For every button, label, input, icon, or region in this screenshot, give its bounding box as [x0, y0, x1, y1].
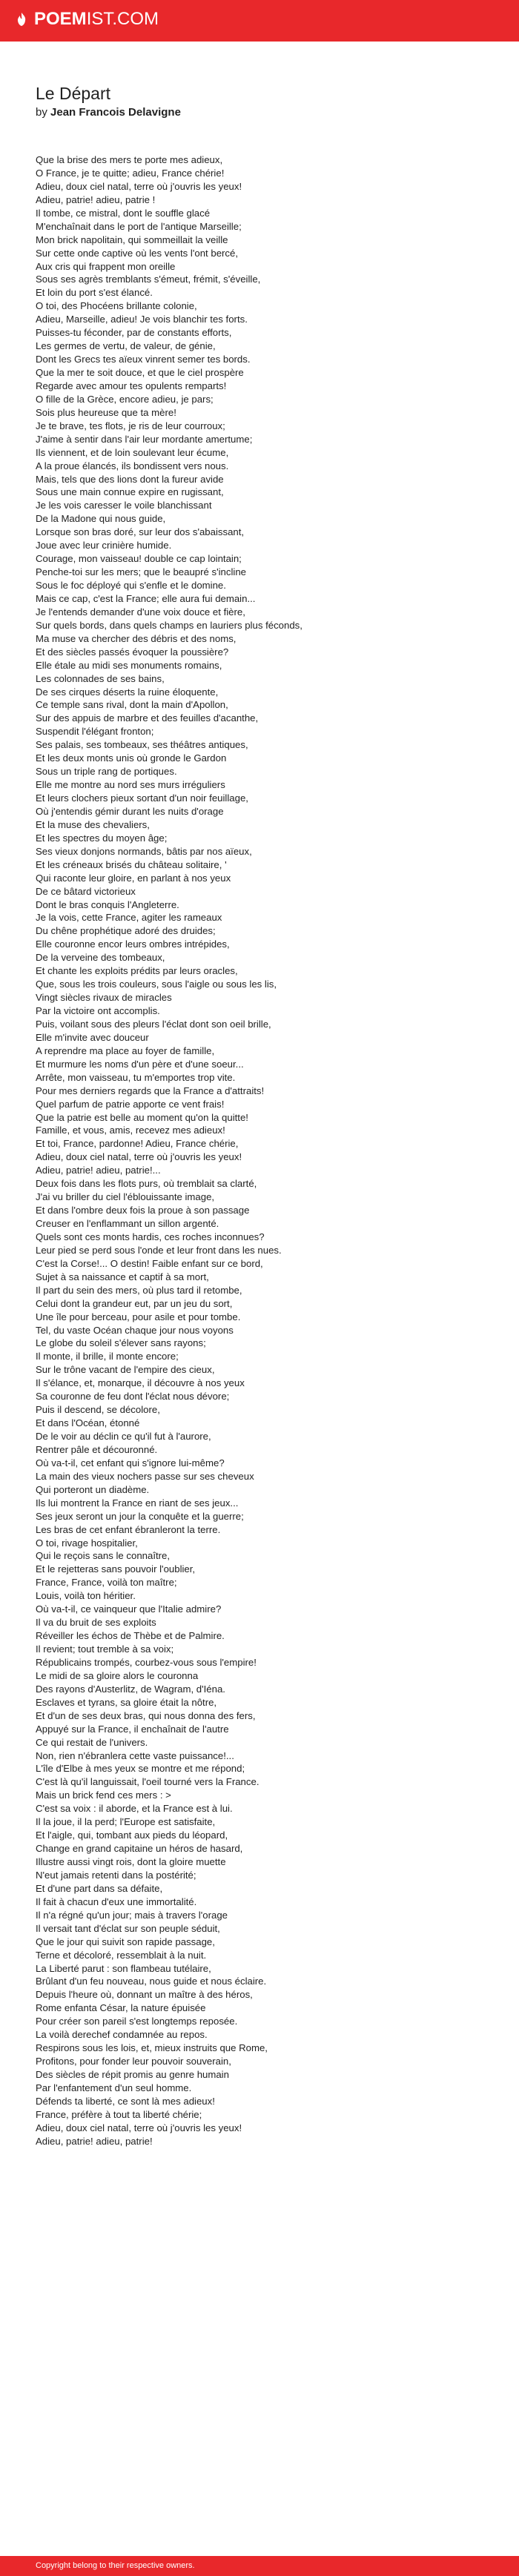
byline-prefix: by	[36, 106, 47, 119]
poem-line: Réveiller les échos de Thèbe et de Palmire.	[36, 1630, 225, 1642]
poem-line: M'enchaînait dans le port de l'antique Marseille;	[36, 220, 242, 232]
poem-line: O France, je te quitte; adieu, France chérie!	[36, 167, 225, 179]
poem-line: France, préfère à tout ta liberté chérie;	[36, 2108, 202, 2120]
poem-line: Défends ta liberté, ce sont là mes adieux!	[36, 2095, 215, 2107]
poem-line: Où j'entendis gémir durant les nuits d'orage	[36, 805, 224, 817]
poem-line: Sur cette onde captive où les vents l'ont bercé,	[36, 247, 239, 259]
poem-line: Sur le trône vacant de l'empire des cieux,	[36, 1364, 215, 1376]
poem-line: Sujet à sa naissance et captif à sa mort,	[36, 1271, 209, 1282]
poem-line: Ce temple sans rival, dont la main d'Apollon,	[36, 699, 228, 711]
poem-line: La Liberté parut : son flambeau tutélaire,	[36, 1962, 211, 1974]
poem-line: Et les deux monts unis où gronde le Gardon	[36, 752, 227, 764]
poem-line: Les bras de cet enfant ébranleront la terre.	[36, 1523, 221, 1535]
poem-line: Ses jeux seront un jour la conquête et la guerre;	[36, 1510, 244, 1522]
poem-line: Mais, tels que des lions dont la fureur avide	[36, 473, 224, 485]
poem-line: Des siècles de répit promis au genre humain	[36, 2069, 229, 2080]
poem-line: Il tombe, ce mistral, dont le souffle glacé	[36, 207, 211, 219]
poem-line: Et dans l'ombre deux fois la proue à son passage	[36, 1205, 250, 1216]
poem-line: Que la patrie est belle au moment qu'on la quitte!	[36, 1111, 248, 1123]
poem-line: O toi, des Phocéens brillante colonie,	[36, 300, 197, 312]
poem-line: Il la joue, il la perd; l'Europe est satisfaite,	[36, 1816, 216, 1828]
poem-line: Le midi de sa gloire alors le couronna	[36, 1669, 199, 1681]
poem-line: Dont le bras conquis l'Angleterre.	[36, 898, 179, 910]
poem-body	[36, 153, 495, 2148]
poem-line: De la verveine des tombeaux,	[36, 952, 165, 964]
poem-line: Aux cris qui frappent mon oreille	[36, 260, 176, 272]
poem-line: Il s'élance, et, monarque, il découvre à nos yeux	[36, 1377, 245, 1389]
poem-line: Qui porteront un diadème.	[36, 1483, 150, 1495]
poem-line: Il revient; tout tremble à sa voix;	[36, 1643, 174, 1655]
poem-line: A la proue élancés, ils bondissent vers nous.	[36, 460, 229, 471]
poem-line: Sur des appuis de marbre et des feuilles d'acanthe,	[36, 712, 259, 724]
poem-line: Puis, voilant sous des pleurs l'éclat dont son oeil brille,	[36, 1018, 271, 1030]
poem-line: Il va du bruit de ses exploits	[36, 1617, 156, 1629]
poem-line: Adieu, patrie! adieu, patrie!...	[36, 1165, 161, 1176]
poem-line: Du chêne prophétique adoré des druides;	[36, 925, 216, 937]
poem-line: Elle étale au midi ses monuments romains,	[36, 659, 222, 671]
poem-line: Et les spectres du moyen âge;	[36, 832, 168, 844]
poem-line: Profitons, pour fonder leur pouvoir souverain,	[36, 2056, 231, 2067]
poem-line: Où va-t-il, ce vainqueur que l'Italie admire?	[36, 1603, 222, 1615]
poem-line: Et loin du port s'est élancé.	[36, 287, 153, 299]
poem-title: Le Départ	[36, 84, 111, 103]
poem-line: Adieu, Marseille, adieu! Je vois blanchir tes forts.	[36, 314, 248, 325]
poem-line: Famille, et vous, amis, recevez mes adieux!	[36, 1125, 225, 1136]
poem-line: La main des vieux nochers passe sur ses cheveux	[36, 1470, 254, 1482]
poem-content	[36, 83, 495, 2148]
poem-line: Lorsque son bras doré, sur leur dos s'abaissant,	[36, 526, 245, 538]
poem-line: Tel, du vaste Océan chaque jour nous voyons	[36, 1324, 234, 1336]
poem-line: Sur quels bords, dans quels champs en lauriers plus féconds,	[36, 619, 303, 631]
poem-line: Respirons sous les lois, et, mieux instruits que Rome,	[36, 2042, 268, 2054]
poem-line: Ils viennent, et de loin soulevant leur écume,	[36, 446, 229, 458]
poem-line: Ses vieux donjons normands, bâtis par nos aïeux,	[36, 845, 252, 857]
poem-line: Il part du sein des mers, où plus tard il retombe,	[36, 1284, 242, 1296]
poem-line: C'est sa voix : il aborde, et la France est à lui.	[36, 1803, 233, 1815]
poem-line: Que, sous les trois couleurs, sous l'aigle ou sous les lis,	[36, 979, 277, 990]
poem-line: Brûlant d'un feu nouveau, nous guide et nous éclaire.	[36, 1976, 267, 1987]
logo-text-light: IST.COM	[86, 9, 159, 29]
poem-line: Adieu, doux ciel natal, terre où j'ouvris les yeux!	[36, 2122, 242, 2133]
poem-line: Une île pour berceau, pour asile et pour tombe.	[36, 1311, 241, 1322]
poem-line: Deux fois dans les flots purs, où tremblait sa clarté,	[36, 1178, 257, 1190]
poem-line: Ses palais, ses tombeaux, ses théâtres antiques,	[36, 739, 248, 751]
poem-line: Des rayons d'Austerlitz, de Wagram, d'Iéna.	[36, 1683, 225, 1695]
poem-line: Que le jour qui suivit son rapide passage,	[36, 1936, 215, 1947]
poem-line: Qui le reçois sans le connaître,	[36, 1550, 171, 1562]
poem-line: Je les vois caresser le voile blanchissant	[36, 500, 212, 511]
poem-line: Sa couronne de feu dont l'éclat nous dévore;	[36, 1391, 230, 1403]
poem-line: Il monte, il brille, il monte encore;	[36, 1351, 179, 1363]
poem-line: Et d'un de ses deux bras, qui nous donna des fers,	[36, 1709, 256, 1721]
poem-line: J'aime à sentir dans l'air leur mordante amertume;	[36, 433, 253, 445]
poem-line: Celui dont la grandeur eut, par un jeu du sort,	[36, 1297, 233, 1309]
poem-line: Sous ses agrès tremblants s'émeut, frémit, s'éveille,	[36, 274, 261, 285]
poem-line: Non, rien n'ébranlera cette vaste puissance!...	[36, 1749, 234, 1761]
poem-line: Regarde avec amour tes opulents remparts!	[36, 380, 227, 391]
flame-logo-icon	[13, 11, 30, 27]
byline	[36, 105, 495, 120]
poem-line: Et toi, France, pardonne! Adieu, France chérie,	[36, 1138, 239, 1150]
poem-line: Mais un brick fend ces mers : >	[36, 1789, 171, 1801]
poem-line: Sous le foc déployé qui s'enfle et le domine.	[36, 580, 226, 591]
poem-line: Par la victoire ont accomplis.	[36, 1005, 160, 1016]
poem-line: Arrête, mon vaisseau, tu m'emportes trop vite.	[36, 1071, 236, 1083]
poem-line: Penche-toi sur les mers; que le beaupré s'incline	[36, 566, 247, 578]
site-footer	[0, 2556, 519, 2576]
poem-line: Rome enfanta César, la nature épuisée	[36, 2002, 206, 2014]
poem-line: C'est la Corse!... O destin! Faible enfant sur ce bord,	[36, 1257, 263, 1269]
poem-line: N'eut jamais retenti dans la postérité;	[36, 1869, 196, 1881]
poem-line: Ma muse va chercher des débris et des noms,	[36, 632, 237, 644]
poem-line: Mais ce cap, c'est la France; elle aura fui demain...	[36, 592, 256, 604]
poem-line: France, France, voilà ton maître;	[36, 1577, 177, 1589]
poem-line: Elle me montre au nord ses murs irréguliers	[36, 779, 225, 791]
poem-line: Il versait tant d'éclat sur son peuple séduit,	[36, 1922, 220, 1934]
poem-line: Ils lui montrent la France en riant de ses jeux...	[36, 1497, 239, 1509]
poem-line: Je la vois, cette France, agiter les rameaux	[36, 912, 222, 924]
poem-line: Elle m'invite avec douceur	[36, 1031, 149, 1043]
poem-line: Vingt siècles rivaux de miracles	[36, 992, 172, 1004]
poem-line: Qui raconte leur gloire, en parlant à nos yeux	[36, 872, 231, 884]
poem-line: Puis il descend, se décolore,	[36, 1404, 160, 1416]
poem-line: De la Madone qui nous guide,	[36, 513, 166, 525]
poem-line: C'est là qu'il languissait, l'oeil tourné vers la France.	[36, 1776, 260, 1788]
logo-text-bold: POEM	[34, 9, 87, 29]
poem-line: Et la muse des chevaliers,	[36, 818, 150, 830]
poem-line: Appuyé sur la France, il enchaînait de l'autre	[36, 1723, 229, 1735]
poem-line: Et l'aigle, qui, tombant aux pieds du léopard,	[36, 1830, 228, 1841]
poem-line: Change en grand capitaine un héros de hasard,	[36, 1843, 243, 1855]
author-link[interactable]: Jean Francois Delavigne	[50, 106, 181, 119]
poem-line: Et les créneaux brisés du château solitaire, '	[36, 858, 227, 870]
poem-line: Et murmure les noms d'un père et d'une soeur...	[36, 1058, 244, 1070]
poem-line: Les colonnades de ses bains,	[36, 672, 165, 684]
poem-line: L'île d'Elbe à mes yeux se montre et me répond;	[36, 1763, 245, 1775]
poem-line: Pour mes derniers regards que la France a d'attraits!	[36, 1085, 265, 1096]
poem-line: Il n'a régné qu'un jour; mais à travers l'orage	[36, 1909, 228, 1921]
poem-line: Rentrer pâle et découronné.	[36, 1443, 158, 1455]
poem-line: Sous un triple rang de portiques.	[36, 766, 177, 778]
poem-line: De ses cirques déserts la ruine éloquente,	[36, 686, 219, 698]
poem-line: Adieu, patrie! adieu, patrie !	[36, 193, 156, 205]
poem-line: Courage, mon vaisseau! double ce cap lointain;	[36, 553, 242, 565]
poem-line: Suspendit l'élégant fronton;	[36, 726, 154, 738]
poem-line: Et d'une part dans sa défaite,	[36, 1882, 163, 1894]
poem-line: Joue avec leur crinière humide.	[36, 540, 172, 552]
poem-line: Et le rejetteras sans pouvoir l'oublier,	[36, 1563, 196, 1575]
poem-line: Sous une main connue expire en rugissant,	[36, 486, 224, 498]
poem-line: Je l'entends demander d'une voix douce et fière,	[36, 606, 245, 617]
poem-line: Esclaves et tyrans, sa gloire était la nôtre,	[36, 1696, 217, 1708]
poem-line: Depuis l'heure où, donnant un maître à des héros,	[36, 1989, 253, 2001]
poem-line: Par l'enfantement d'un seul homme.	[36, 2082, 192, 2093]
poem-line: Adieu, doux ciel natal, terre où j'ouvris les yeux!	[36, 1151, 242, 1163]
poem-line: O fille de la Grèce, encore adieu, je pars;	[36, 393, 214, 405]
poem-line: Mon brick napolitain, qui sommeillait la veille	[36, 234, 228, 245]
poem-line: J'ai vu briller du ciel l'éblouissante image,	[36, 1191, 215, 1203]
poem-line: Sois plus heureuse que ta mère!	[36, 406, 176, 418]
copyright-text: Copyright belong to their respective owners.	[36, 2561, 195, 2570]
poem-line: Que la mer te soit douce, et que le ciel prospère	[36, 367, 244, 378]
poem-line: Elle couronne encor leurs ombres intrépides,	[36, 938, 230, 950]
poem-line: Adieu, patrie! adieu, patrie!	[36, 2135, 153, 2147]
poem-line: Et chante les exploits prédits par leurs oracles,	[36, 965, 238, 977]
poem-line: Terne et décoloré, ressemblait à la nuit.	[36, 1949, 207, 1961]
poem-line: De le voir au déclin ce qu'il fut à l'aurore,	[36, 1431, 211, 1442]
poem-line: Leur pied se perd sous l'onde et leur front dans les nues.	[36, 1244, 282, 1256]
poem-line: Et des siècles passés évoquer la poussière?	[36, 646, 229, 658]
poem-line: Ce qui restait de l'univers.	[36, 1736, 148, 1748]
site-header	[0, 0, 519, 42]
poem-line: Puisses-tu féconder, par de constants efforts,	[36, 327, 232, 339]
poem-line: La voilà derechef condamnée au repos.	[36, 2029, 208, 2041]
poem-line: Dont les Grecs tes aïeux vinrent semer tes bords.	[36, 354, 251, 365]
poem-line: Adieu, doux ciel natal, terre où j'ouvris les yeux!	[36, 180, 242, 192]
poem-line: Les germes de vertu, de valeur, de génie,	[36, 340, 216, 352]
site-logo[interactable]	[13, 9, 159, 30]
poem-line: Républicains trompés, courbez-vous sous l'empire!	[36, 1656, 257, 1668]
poem-line: Louis, voilà ton héritier.	[36, 1590, 136, 1602]
poem-line: Il fait à chacun d'eux une immortalité.	[36, 1895, 197, 1907]
poem-line: De ce bâtard victorieux	[36, 885, 136, 897]
poem-line: Et dans l'Océan, étonné	[36, 1417, 140, 1429]
poem-line: Pour créer son pareil s'est longtemps reposée.	[36, 2016, 238, 2027]
poem-line: Je te brave, tes flots, je ris de leur courroux;	[36, 420, 225, 431]
poem-line: Quels sont ces monts hardis, ces roches inconnues?	[36, 1231, 265, 1242]
poem-line: Que la brise des mers te porte mes adieux,	[36, 154, 223, 165]
poem-line: Où va-t-il, cet enfant qui s'ignore lui-même?	[36, 1457, 225, 1469]
poem-line: Quel parfum de patrie apporte ce vent frais!	[36, 1098, 225, 1110]
poem-line: Le globe du soleil s'élever sans rayons;	[36, 1337, 206, 1349]
poem-line: Illustre aussi vingt rois, dont la gloire muette	[36, 1856, 226, 1867]
poem-line: A reprendre ma place au foyer de famille,	[36, 1044, 215, 1056]
poem-line: O toi, rivage hospitalier,	[36, 1537, 138, 1549]
poem-line: Creuser en l'enflammant un sillon argenté.	[36, 1218, 219, 1229]
poem-line: Et leurs clochers pieux sortant d'un noir feuillage,	[36, 792, 248, 804]
